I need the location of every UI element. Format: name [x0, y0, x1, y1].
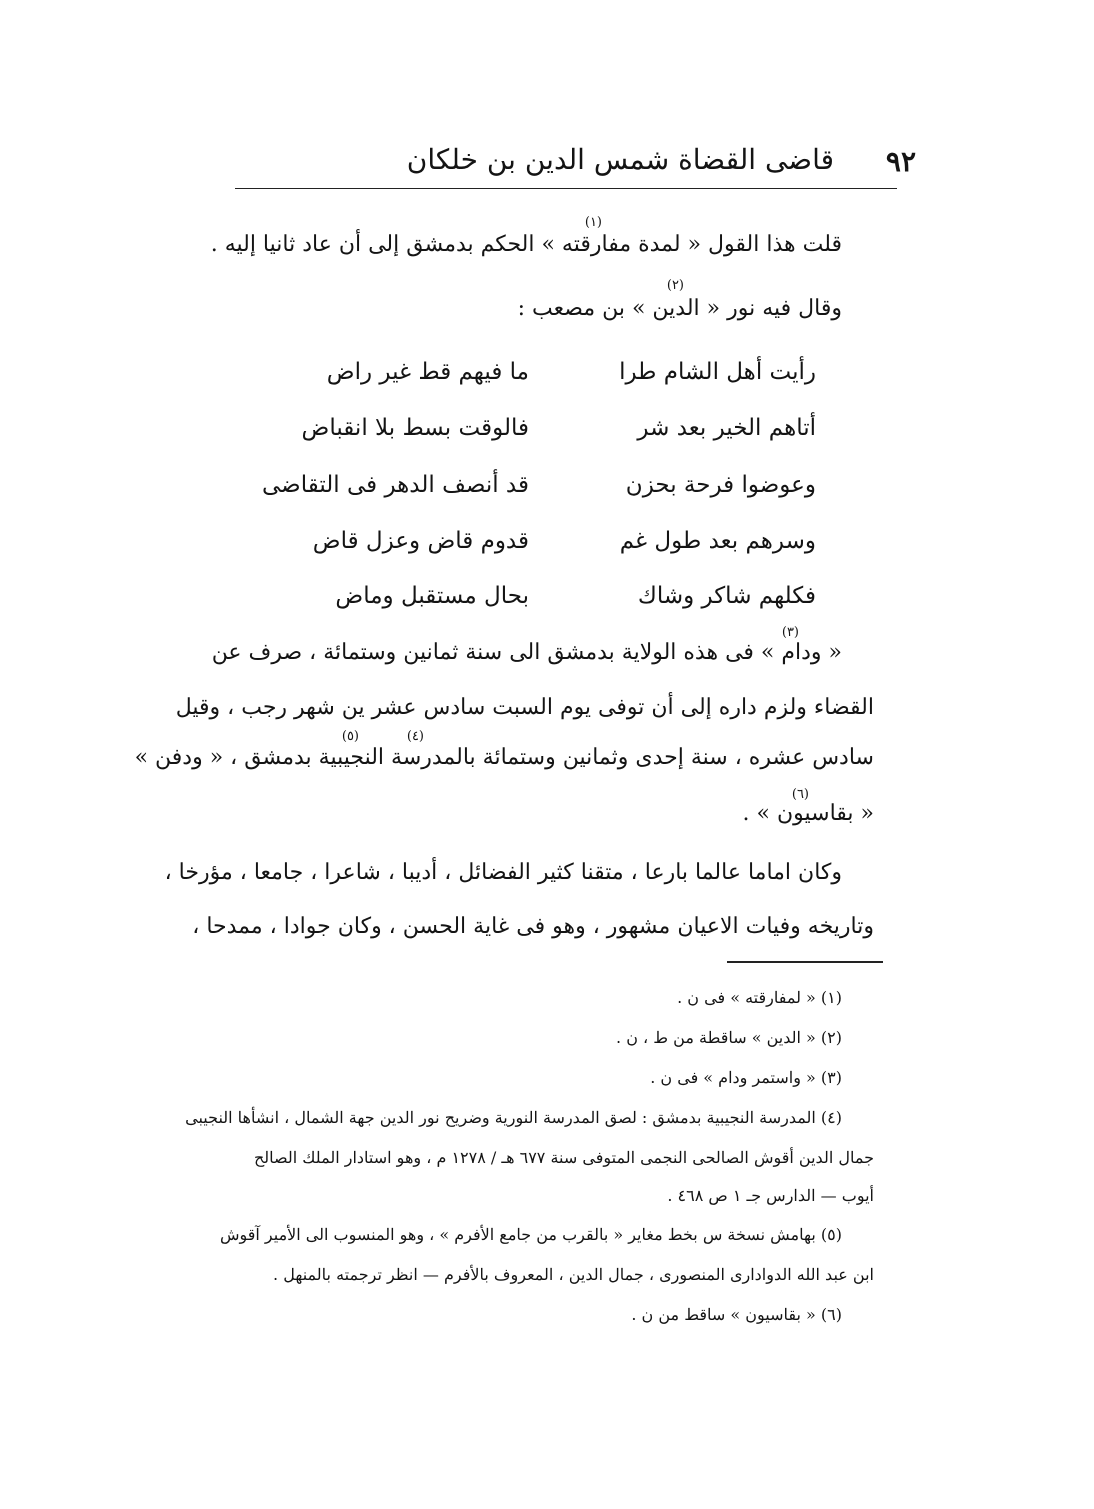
paragraph-3-line-1: وكان اماما عالما بارعا ، متقنا كثير الفضائل ، أديبا ، شاعرا ، جامعا ، مؤرخا ،	[164, 860, 842, 885]
footnote-marker-1: (١)	[584, 215, 602, 230]
footnote-marker-2: (٢)	[666, 278, 684, 293]
running-title: قاضى القضاة شمس الدين بن خلكان	[406, 143, 834, 176]
verse-5-left-hemistich: بحال مستقبل وماض	[335, 583, 529, 609]
header-rule	[235, 188, 897, 189]
footnote-rule	[727, 961, 883, 963]
paragraph-2-line-4: « بقاسيون » .	[742, 801, 874, 826]
verse-1-left-hemistich: ما فيهم قط غير راض	[326, 359, 529, 385]
footnote-marker-4: (٤)	[406, 729, 424, 744]
paragraph-1-line-1: قلت هذا القول « لمدة مفارقته » الحكم بدمشق إلى أن عاد ثانيا إليه .	[210, 232, 842, 257]
footnote-2: (٢) « الدين » ساقطة من ط ، ن .	[616, 1028, 842, 1047]
footnote-3: (٣) « واستمر ودام » فى ن .	[650, 1068, 842, 1087]
verse-5-right-hemistich: فكلهم شاكر وشاك	[637, 583, 816, 609]
verse-2-left-hemistich: فالوقت بسط بلا انقباض	[301, 415, 529, 441]
footnote-marker-3: (٣)	[781, 625, 799, 640]
verse-1-right-hemistich: رأيت أهل الشام طرا	[619, 359, 816, 385]
paragraph-2-line-2: القضاء ولزم داره إلى أن توفى يوم السبت سادس عشر ين شهر رجب ، وقيل	[175, 695, 874, 720]
footnote-4-line-3: أيوب — الدارس جـ ١ ص ٤٦٨ .	[667, 1186, 874, 1205]
footnote-5-line-2: ابن عبد الله الدوادارى المنصورى ، جمال الدين ، المعروف بالأفرم — انظر ترجمته بالمنهل .	[273, 1265, 874, 1284]
footnote-marker-6: (٦)	[791, 787, 809, 802]
paragraph-1-line-2: وقال فيه نور « الدين » بن مصعب :	[517, 296, 842, 321]
footnote-6: (٦) « بقاسيون » ساقط من ن .	[631, 1305, 842, 1324]
verse-4-right-hemistich: وسرهم بعد طول غم	[619, 528, 816, 554]
footnote-4-line-2: جمال الدين أقوش الصالحى النجمى المتوفى سنة ٦٧٧ هـ / ١٢٧٨ م ، وهو استادار الملك الصالح	[253, 1148, 874, 1167]
footnote-5-line-1: (٥) بهامش نسخة س بخط مغاير « بالقرب من جامع الأفرم » ، وهو المنسوب الى الأمير آقوش	[219, 1225, 842, 1244]
paragraph-2-line-1: « ودام » فى هذه الولاية بدمشق الى سنة ثمانين وستمائة ، صرف عن	[211, 640, 842, 665]
footnote-4-line-1: (٤) المدرسة النجيبية بدمشق : لصق المدرسة النورية وضريح نور الدين جهة الشمال ، انشأها النجيبى	[185, 1108, 842, 1127]
verse-2-right-hemistich: أتاهم الخير بعد شر	[637, 415, 816, 441]
verse-3-right-hemistich: وعوضوا فرحة بحزن	[625, 472, 816, 498]
page-number: ٩٢	[885, 145, 916, 178]
footnote-marker-5: (٥)	[341, 729, 359, 744]
verse-3-left-hemistich: قد أنصف الدهر فى التقاضى	[262, 472, 529, 498]
paragraph-3-line-2: وتاريخه وفيات الاعيان مشهور ، وهو فى غاية الحسن ، وكان جوادا ، ممدحا ،	[192, 914, 874, 939]
footnote-1: (١) « لمفارقته » فى ن .	[677, 988, 842, 1007]
verse-4-left-hemistich: قدوم قاض وعزل قاض	[312, 528, 529, 554]
paragraph-2-line-3: سادس عشره ، سنة إحدى وثمانين وستمائة بالمدرسة النجيبية بدمشق ، « ودفن »	[134, 745, 874, 770]
